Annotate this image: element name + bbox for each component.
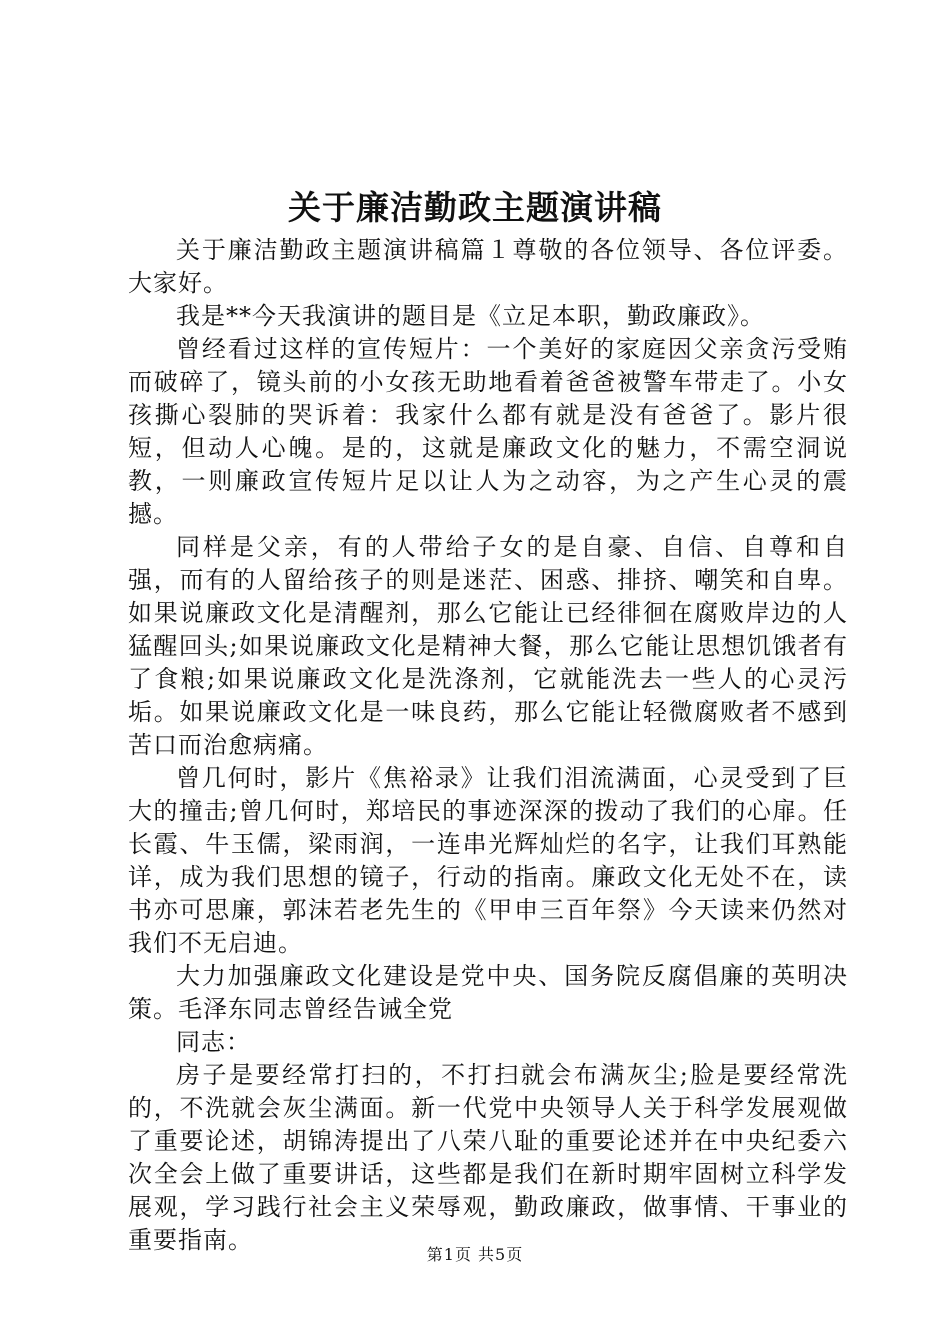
paragraph-4: 同样是父亲，有的人带给子女的是自豪、自信、自尊和自强，而有的人留给孩子的则是迷茫、困惑、排挤、嘲笑和自卑。如果说廉政文化是清醒剂，那么它能让已经徘徊在腐败岸边的人猛醒回头;如果说廉政文化是精神大餐，那么它能让思想饥饿者有了食粮;如果说廉政文化是洗涤剂，它就能洗去一些人的心灵污垢。如果说廉政文化是一味良药，那么它能让轻微腐败者不感到苦口而治愈病痛。 [128, 533, 848, 759]
page-number-footer: 第1页 共5页 [426, 1245, 524, 1264]
document-body [128, 234, 848, 1257]
paragraph-5: 曾几何时，影片《焦裕录》让我们泪流满面，心灵受到了巨大的撞击;曾几何时，郑培民的事迹深深的拨动了我们的心扉。任长霞、牛玉儒，梁雨润，一连串光辉灿烂的名字，让我们耳熟能详，成为我们思想的镜子，行动的指南。廉政文化无处不在，读书亦可思廉，郭沫若老先生的《甲申三百年祭》今天读来仍然对我们不无启迪。 [128, 764, 848, 957]
paragraph-6: 大力加强廉政文化建设是党中央、国务院反腐倡廉的英明决策。毛泽东同志曾经告诫全党 [128, 962, 848, 1023]
paragraph-7: 同志： [176, 1028, 251, 1056]
paragraph-8: 房子是要经常打扫的，不打扫就会布满灰尘;脸是要经常洗的，不洗就会灰尘满面。新一代党中央领导人关于科学发展观做了重要论述，胡锦涛提出了八荣八耻的重要论述并在中央纪委六次全会上做了重要讲话，这些都是我们在新时期牢固树立科学发展观，学习践行社会主义荣辱观，勤政廉政，做事情、干事业的重要指南。 [128, 1061, 848, 1254]
document-title: 关于廉洁勤政主题演讲稿 [288, 188, 662, 227]
paragraph-1: 关于廉洁勤政主题演讲稿篇１尊敬的各位领导、各位评委。大家好。 [128, 236, 848, 297]
paragraph-2: 我是**今天我演讲的题目是《立足本职，勤政廉政》。 [176, 302, 765, 330]
paragraph-3: 曾经看过这样的宣传短片：一个美好的家庭因父亲贪污受贿而破碎了，镜头前的小女孩无助地看着爸爸被警车带走了。小女孩撕心裂肺的哭诉着：我家什么都有就是没有爸爸了。影片很短，但动人心魄。是的，这就是廉政文化的魅力，不需空洞说教，一则廉政宣传短片足以让人为之动容，为之产生心灵的震撼。 [128, 335, 848, 528]
